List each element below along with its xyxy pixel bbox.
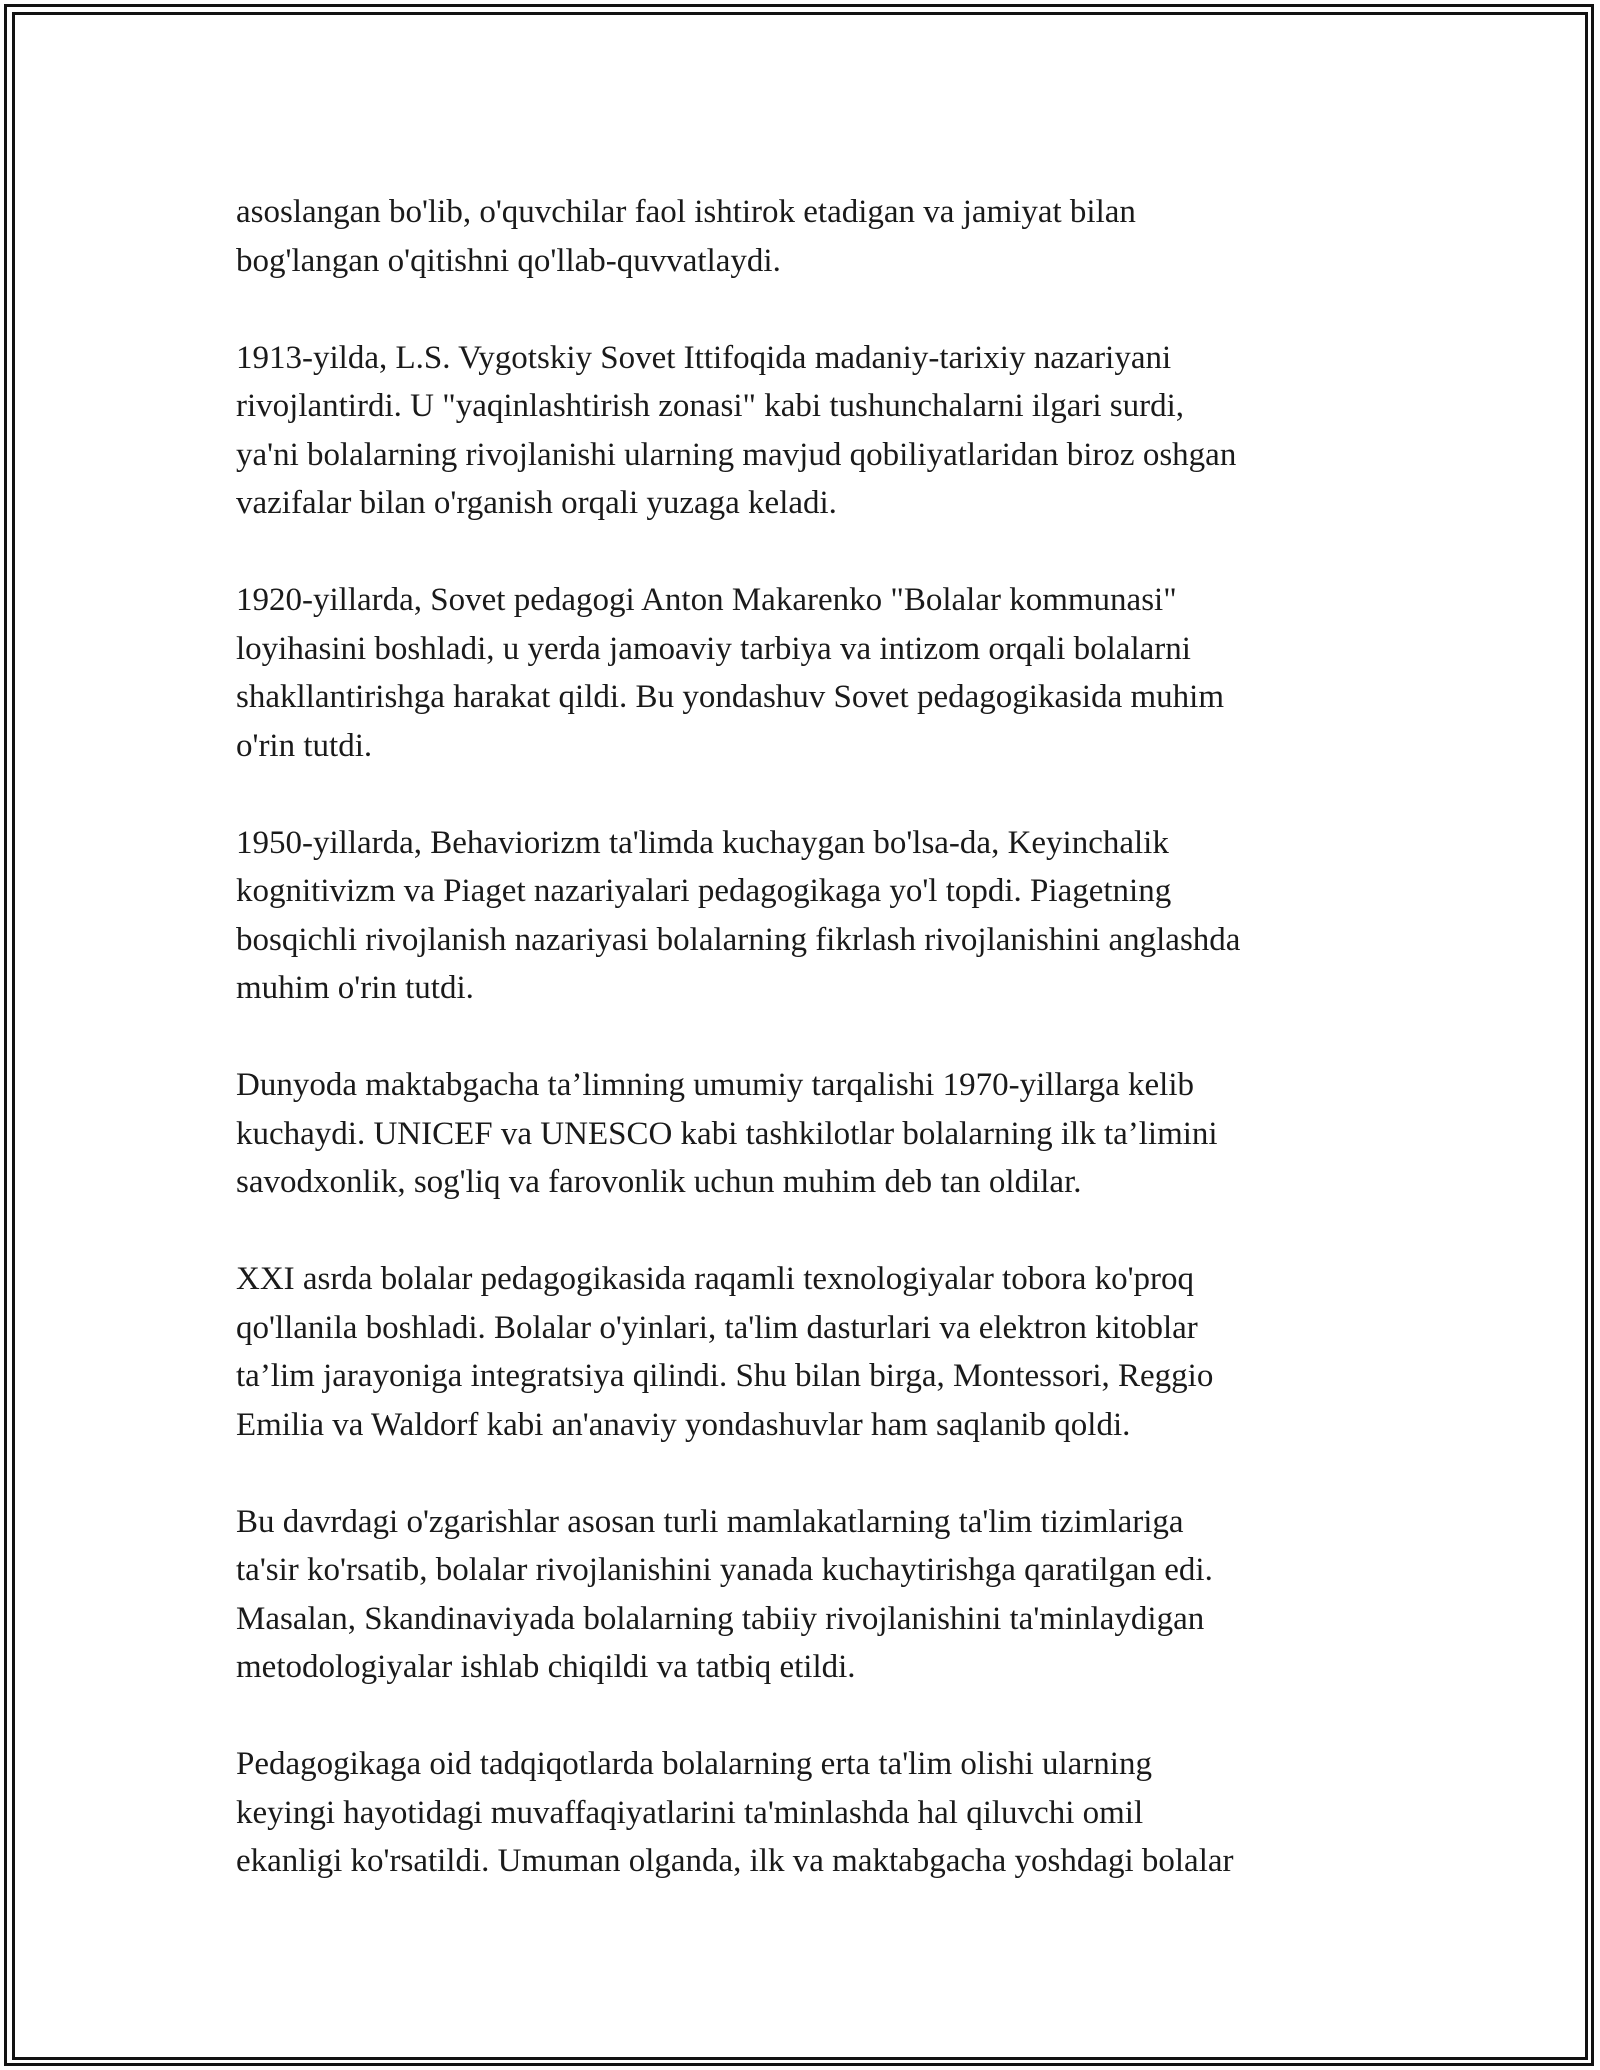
text-line: Dunyoda maktabgacha ta’limning umumiy tarqalishi 1970-yillarga kelib xyxy=(236,1067,1194,1103)
text-line: ekanligi ko'rsatildi. Umuman olganda, ilk va maktabgacha yoshdagi bolalar xyxy=(236,1843,1234,1879)
paragraph xyxy=(236,819,1376,1013)
text-line: bog'langan o'qitishni qo'llab-quvvatlaydi. xyxy=(236,242,781,279)
document-body xyxy=(236,188,1376,1934)
paragraph xyxy=(236,188,1376,285)
text-line: XXI asrda bolalar pedagogikasida raqamli texnologiyalar tobora ko'proq xyxy=(236,1261,1195,1297)
text-line: 1920-yillarda, Sovet pedagogi Anton Makarenko "Bolalar kommunasi" xyxy=(236,582,1177,618)
paragraph xyxy=(236,1498,1376,1692)
text-line: Emilia va Waldorf kabi an'anaviy yondashuvlar ham saqlanib qoldi. xyxy=(236,1406,1131,1443)
text-line: metodologiyalar ishlab chiqildi va tatbiq etildi. xyxy=(236,1649,856,1685)
paragraph xyxy=(236,1255,1376,1449)
text-line: kognitivizm va Piaget nazariyalari pedagogikaga yo'l topdi. Piagetning xyxy=(236,873,1172,909)
text-line: o'rin tutdi. xyxy=(236,727,373,764)
text-line: rivojlantirdi. U "yaqinlashtirish zonasi" kabi tushunchalarni ilgari surdi, xyxy=(236,388,1185,424)
text-line: vazifalar bilan o'rganish orqali yuzaga keladi. xyxy=(236,485,837,521)
text-line: keyingi hayotidagi muvaffaqiyatlarini ta'minlashda hal qiluvchi omil xyxy=(236,1794,1144,1831)
text-line: asoslangan bo'lib, o'quvchilar faol ishtirok etadigan va jamiyat bilan xyxy=(236,194,1136,230)
text-line: ya'ni bolalarning rivojlanishi ularning mavjud qobiliyatlaridan biroz oshgan xyxy=(236,436,1237,473)
text-line: savodxonlik, sog'liq va farovonlik uchun muhim deb tan oldilar. xyxy=(236,1164,1082,1200)
text-line: bosqichli rivojlanish nazariyasi bolalarning fikrlash rivojlanishini anglashda xyxy=(236,921,1241,958)
text-line: muhim o'rin tutdi. xyxy=(236,970,474,1006)
text-line: 1950-yillarda, Behaviorizm ta'limda kuchaygan bo'lsa-da, Keyinchalik xyxy=(236,824,1169,861)
paragraph xyxy=(236,1061,1376,1207)
text-line: Bu davrdagi o'zgarishlar asosan turli mamlakatlarning ta'lim tizimlariga xyxy=(236,1503,1184,1540)
text-line: ta'sir ko'rsatib, bolalar rivojlanishini yanada kuchaytirishga qaratilgan edi. xyxy=(236,1552,1213,1588)
text-line: shakllantirishga harakat qildi. Bu yondashuv Sovet pedagogikasida muhim xyxy=(236,679,1225,715)
text-line: loyihasini boshladi, u yerda jamoaviy tarbiya va intizom orqali bolalarni xyxy=(236,630,1191,667)
paragraph xyxy=(236,334,1376,528)
text-line: qo'llanila boshladi. Bolalar o'yinlari, ta'lim dasturlari va elektron kitoblar xyxy=(236,1309,1198,1346)
paragraph xyxy=(236,576,1376,770)
text-line: 1913-yilda, L.S. Vygotskiy Sovet Ittifoqida madaniy-tarixiy nazariyani xyxy=(236,339,1172,376)
paragraph xyxy=(236,1740,1376,1886)
text-line: Masalan, Skandinaviyada bolalarning tabiiy rivojlanishini ta'minlaydigan xyxy=(236,1600,1205,1637)
text-line: kuchaydi. UNICEF va UNESCO kabi tashkilotlar bolalarning ilk ta’limini xyxy=(236,1115,1218,1152)
text-line: ta’lim jarayoniga integratsiya qilindi. Shu bilan birga, Montessori, Reggio xyxy=(236,1358,1214,1394)
text-line: Pedagogikaga oid tadqiqotlarda bolalarning erta ta'lim olishi ularning xyxy=(236,1746,1152,1782)
